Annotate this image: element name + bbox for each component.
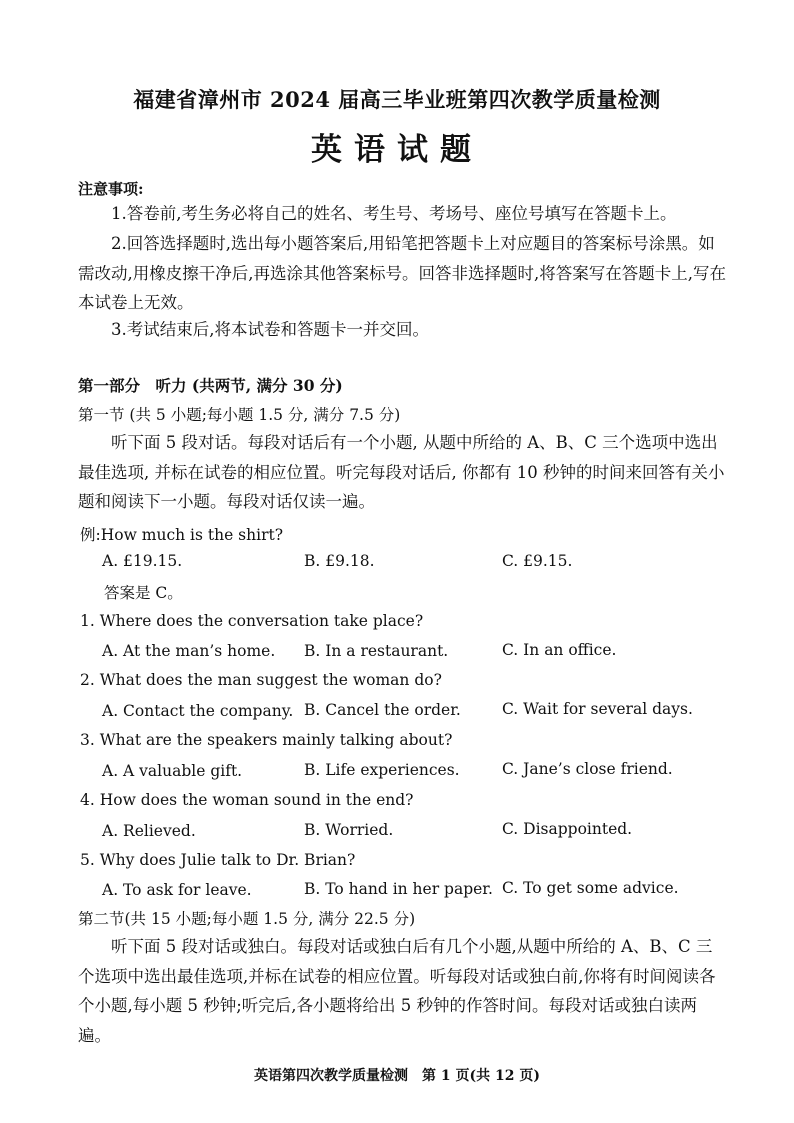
question-3-option-b: B. Life experiences.	[304, 761, 460, 779]
example-option-c: C. £9.15.	[502, 552, 573, 570]
question-3-option-a: A. A valuable gift.	[102, 762, 243, 780]
note-item-2: 2.回答选择题时,选出每小题答案后,用铅笔把答题卡上对应题目的答案标号涂黑。如需改动,用橡皮擦干净后,再选涂其他答案标号。回答非选择题时,将答案写在答题卡上,写在本试卷上无效。	[78, 234, 726, 312]
example-answer: 答案是 C。	[104, 584, 183, 602]
exam-subject-title: 英语试题	[311, 132, 483, 168]
part1-heading: 第一部分 听力 (共两节, 满分 30 分)	[78, 376, 343, 395]
question-5-option-b: B. To hand in her paper.	[304, 880, 493, 898]
example-question: 例:How much is the shirt?	[80, 526, 284, 544]
example-option-b: B. £9.18.	[304, 552, 375, 570]
question-1: 1. Where does the conversation take place?	[80, 612, 424, 630]
question-1-option-c: C. In an office.	[502, 641, 617, 659]
page-footer: 英语第四次教学质量检测 第 1 页(共 12 页)	[254, 1068, 540, 1084]
question-3: 3. What are the speakers mainly talking about?	[80, 731, 453, 749]
note-item-1: 1.答卷前,考生务必将自己的姓名、考生号、考场号、座位号填写在答题卡上。	[111, 204, 677, 223]
question-4-option-a: A. Relieved.	[102, 822, 196, 840]
example-option-a: A. £19.15.	[102, 552, 183, 570]
question-5-option-a: A. To ask for leave.	[102, 881, 252, 899]
question-1-option-a: A. At the man’s home.	[102, 642, 276, 660]
question-2-option-a: A. Contact the company.	[102, 702, 294, 720]
question-5-option-c: C. To get some advice.	[502, 879, 679, 897]
exam-title: 福建省漳州市 2024 届高三毕业班第四次教学质量检测	[133, 87, 661, 112]
question-2: 2. What does the man suggest the woman do?	[80, 671, 442, 689]
question-2-option-c: C. Wait for several days.	[502, 700, 693, 718]
question-5: 5. Why does Julie talk to Dr. Brian?	[80, 851, 356, 869]
question-4: 4. How does the woman sound in the end?	[80, 791, 414, 809]
note-item-3: 3.考试结束后,将本试卷和答题卡一并交回。	[111, 320, 429, 339]
section1-instructions: 听下面 5 段对话。每段对话后有一个小题, 从题中所给的 A、B、C 三个选项中选出最佳选项, 并标在试卷的相应位置。听完每段对话后, 你都有 10 秒钟的时间来回答有关小题和阅读下一小题。每段对话仅读一遍。	[78, 433, 725, 511]
notes-heading: 注意事项:	[78, 180, 144, 198]
question-1-option-b: B. In a restaurant.	[304, 642, 449, 660]
question-4-option-b: B. Worried.	[304, 821, 394, 839]
question-2-option-b: B. Cancel the order.	[304, 701, 461, 719]
section1-heading: 第一节 (共 5 小题;每小题 1.5 分, 满分 7.5 分)	[78, 406, 401, 424]
question-4-option-c: C. Disappointed.	[502, 820, 633, 838]
section2-instructions: 听下面 5 段对话或独白。每段对话或独白后有几个小题,从题中所给的 A、B、C 三个选项中选出最佳选项,并标在试卷的相应位置。听每段对话或独白前,你将有时间阅读各个小题,每小题 5 秒钟;听完后,各小题将给出 5 秒钟的作答时间。每段对话或独白读两遍。	[78, 937, 716, 1045]
section2-heading: 第二节(共 15 小题;每小题 1.5 分, 满分 22.5 分)	[78, 910, 416, 928]
question-3-option-c: C. Jane’s close friend.	[502, 760, 673, 778]
